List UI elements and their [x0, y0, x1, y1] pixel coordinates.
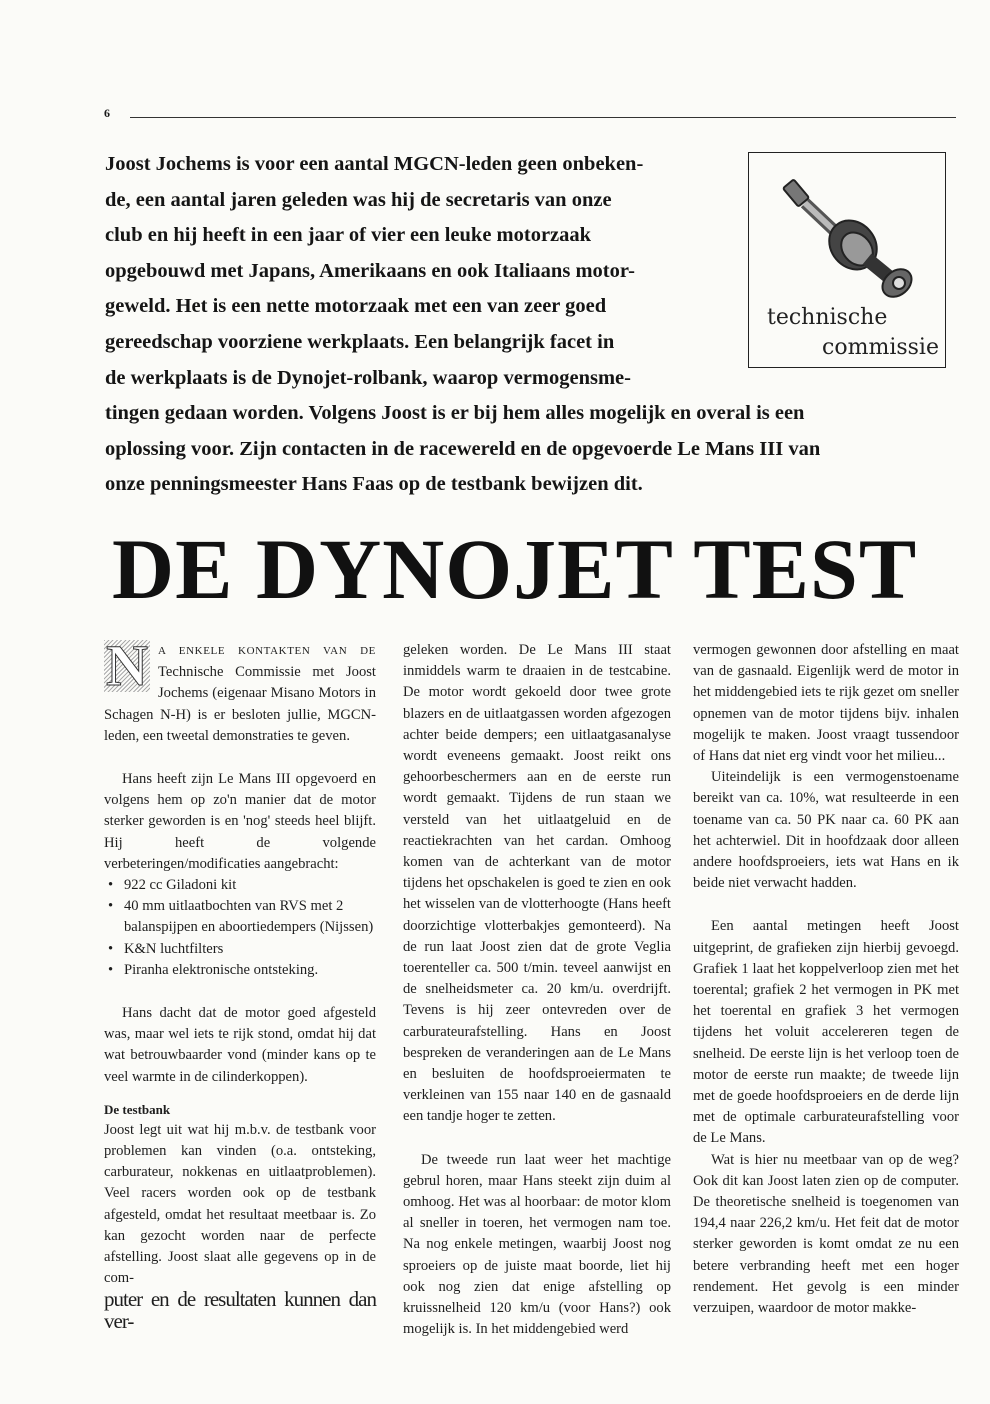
header-rule	[130, 117, 956, 118]
paragraph: vermogen gewonnen door afstelling en maat van de gasnaald. Eigenlijk werd de motor in het middengebied iets te rijk gezet om sneller opnemen van de motor tijdens bijv. inhalen mogelijk te maken. Joost vraagt tussendoor of Hans dat niet erg vindt voor het milieu...	[693, 642, 959, 765]
intro-line: onze penningsmeester Hans Faas op de testbank bewijzen dit.	[105, 473, 643, 496]
list-item: • 922 cc Giladoni kit	[124, 875, 376, 896]
paragraph: Hans heeft zijn Le Mans III opgevoerd en volgens hem op zo'n manier dat de motor sterker geworden is en 'nog' steeds heel blijft. Hij heeft de volgende verbeteringen/modificaties aangebracht:	[104, 771, 376, 872]
list-item: • 40 mm uitlaatbochten van RVS met 2 balanspijpen en aboortiedempers (Nijssen)	[124, 896, 376, 938]
paragraph: Hans dacht dat de motor goed afgesteld was, maar wel iets te rijk stond, omdat hij dat wat betrouwbaarder vond (minder kans op te veel warmte in de cilinderkoppen).	[104, 1005, 376, 1085]
article-headline: DE DYNOJET TEST	[112, 521, 918, 617]
intro-line: Joost Jochems is voor een aantal MGCN-leden geen onbeken-	[105, 153, 644, 175]
list-item: • K&N luchtfilters	[124, 939, 376, 960]
drop-cap: N	[104, 640, 150, 692]
page-number: 6	[104, 106, 110, 120]
paragraph: geleken worden. De Le Mans III staat inmiddels warm te draaien in de testcabine. De motor wordt gekoeld door twee grote blazers en de uitlaatgassen worden afgezogen achter beide dempers; een uitlaatgasanalyse wordt eveneens gemaakt. Joost reikt ons gehoorbeschermers aan en de eerste run wordt gemaakt. Tijdens de run staan we versteld van het uitlaatgeluid en de reactiekrachten van het cardan. Omhoog komen van de achterkant van de motor tijdens het opschakelen is goed te zien en ook het wisselen van de vlotterhoogte (Hans heeft doorzichtige vlotterbakjes gemonteerd). Na de run laat Joost zien dat de grote Veglia toerenteller ca. 500 t/min. teveel aanwijst en de snelheidsmeter ca. 20 km/u. overdrijft. Tevens is hij zeer ontevreden over de carburateurafstelling. Hans en Joost bespreken de veranderingen aan de Le Mans en besluiten de hoofdsproeiermaten te verkleinen van 155 naar 140 en de gasnaald een tandje hoger te zetten.	[403, 642, 671, 1125]
column-3	[693, 640, 959, 1319]
opening-paragraph	[104, 633, 376, 747]
list-item: • Piranha elektronische ontsteking.	[124, 960, 376, 981]
box-label-commissie: commissie	[822, 335, 939, 360]
paragraph: De tweede run laat weer het machtige gebrul horen, maar Hans steekt zijn duim al omhoog. Het was al hoorbaar: de motor klom al sneller in toeren, het vermogen nam toe. Na nog enkele metingen, waarbij Joost nog sproeiers op de juiste maat boorde, liet hij ook nog zien dat enige afstelling op kruissnelheid 120 km/u (voor Hans?) ook mogelijk is. In het middengebied werd	[403, 1151, 671, 1338]
intro-line: gereedschap voorziene werkplaats. Een belangrijk facet in	[105, 330, 615, 353]
subheading: De testbank	[104, 1101, 171, 1117]
column-2	[403, 640, 671, 1341]
intro-line: de werkplaats is de Dynojet-rolbank, waarop vermogensme-	[105, 366, 631, 389]
intro-line: club en hij heeft in een jaar of vier een leuke motorzaak	[105, 224, 592, 247]
paragraph-text: Technische Commissie met Joost Jochems (eigenaar Misano Motors in Schagen N-H) is er besloten jullie, MGCN-leden, een tweetal demonstraties te geven.	[104, 664, 376, 744]
paragraph: Joost legt uit wat hij m.b.v. de testbank voor problemen kan vinden (o.a. ontsteking, carburateur, nokkenas en uitlaatproblemen). Veel racers worden ook op de testbank afgesteld, omdat het resultaat meetbaar is. Zo kan gezocht worden naar de perfecte afstelling. Joost slaat alle gegevens op in de com-	[104, 1121, 376, 1287]
crankshaft-icon	[771, 159, 931, 299]
box-label-technische: technische	[767, 305, 888, 330]
technische-commissie-box	[748, 152, 946, 368]
intro-line: tingen gedaan worden. Volgens Joost is er bij hem alles mogelijk en overal is een	[105, 402, 805, 425]
column-1	[104, 633, 376, 1333]
modification-list	[104, 875, 376, 981]
intro-line: de, een aantal jaren geleden was hij de secretaris van onze	[105, 188, 612, 211]
intro-line: opgebouwd met Japans, Amerikaans en ook Italiaans motor-	[105, 259, 636, 282]
paragraph: Een aantal metingen heeft Joost uitgeprint, de grafieken zijn hierbij gevoegd. Grafiek 1 laat het koppelverloop zien met het toerental; grafiek 2 het vermogen in PK met het toerental en grafiek 3 het vermogen tijdens het voluit accelereren tegen de snelheid. De eerste lijn is het verloop toen de motor de eerste run maakte; de tweede lijn met de goede hoofdsproeiers en de derde lijn met de optimale carburateurafstelling voor de Le Mans.	[693, 918, 959, 1147]
paragraph: Wat is hier nu meetbaar van op de weg? Ook dit kan Joost laten zien op de computer. De theoretische snelheid is toegenomen van 194,4 naar 226,2 km/u. Het feit dat de motor sterker geworden is komt omdat ze nu een betere verbranding heeft met een hoger rendement. Het gevolg is een minder verzuipen, waardoor de motor makke-	[693, 1151, 959, 1317]
lead-in-text: A ENKELE KONTAKTEN VAN DE	[158, 645, 376, 657]
paragraph: Uiteindelijk is een vermogenstoename bereikt van ca. 10%, wat resulteerde in een toename van ca. 50 PK naar ca. 60 PK aan het achterwiel. Dit in hoofdzaak door alleen andere hoofdsproeiers, iets wat Hans en ik beide niet verwacht hadden.	[693, 769, 959, 892]
paragraph-continued: puter en de resultaten kunnen dan ver-	[104, 1287, 376, 1333]
intro-line: geweld. Het is een nette motorzaak met een van zeer goed	[105, 295, 607, 318]
intro-line: oplossing voor. Zijn contacten in de racewereld en de opgevoerde Le Mans III van	[105, 437, 821, 460]
